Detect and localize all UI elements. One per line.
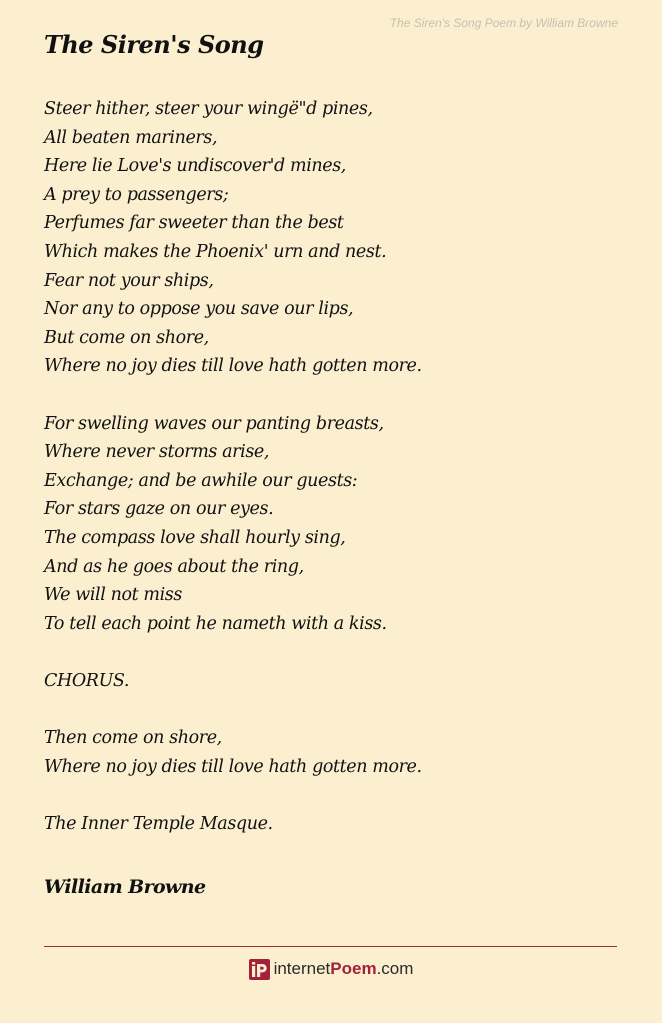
poem-line: Fear not your ships, bbox=[44, 270, 214, 291]
poem-line: Steer hither, steer your wingë"d pines, bbox=[44, 99, 373, 119]
poem-line: Then come on shore, bbox=[44, 728, 222, 749]
poem-line: Where never storms arise, bbox=[44, 442, 270, 463]
site-logo-link[interactable] bbox=[0, 955, 662, 983]
footer-divider bbox=[44, 946, 617, 947]
poem-line: Here lie Love's undiscover'd mines, bbox=[44, 156, 346, 177]
poem-author[interactable]: William Browne bbox=[44, 876, 206, 898]
poem-line: We will not miss bbox=[44, 585, 182, 606]
poem-source: The Inner Temple Masque. bbox=[44, 813, 273, 834]
poem-line: Which makes the Phoenix' urn and nest. bbox=[44, 241, 387, 262]
internetpoem-logo-icon bbox=[249, 959, 270, 980]
stanza-3 bbox=[44, 724, 624, 781]
chorus-label: CHORUS. bbox=[44, 670, 130, 691]
poem-line: And as he goes about the ring, bbox=[44, 556, 304, 577]
brand-text-plain: internet bbox=[273, 959, 331, 978]
stanza-1 bbox=[44, 95, 624, 381]
poem-line: The compass love shall hourly sing, bbox=[44, 527, 346, 548]
poem-line: Where no joy dies till love hath gotten more. bbox=[44, 356, 422, 377]
poem-line: For swelling waves our panting breasts, bbox=[44, 413, 384, 434]
poem-line: To tell each point he nameth with a kiss. bbox=[44, 613, 387, 634]
poem-line: Perfumes far sweeter than the best bbox=[44, 213, 344, 234]
poem-line: A prey to passengers; bbox=[44, 184, 229, 205]
poem-line: All beaten mariners, bbox=[44, 127, 218, 148]
poem-line: Nor any to oppose you save our lips, bbox=[44, 299, 354, 320]
brand-text-bold: Poem bbox=[330, 959, 377, 978]
stanza-source bbox=[44, 810, 624, 839]
poem-line: Exchange; and be awhile our guests: bbox=[44, 470, 358, 491]
poem-line: Where no joy dies till love hath gotten more. bbox=[44, 756, 422, 777]
poem-line: For stars gaze on our eyes. bbox=[44, 499, 274, 520]
poem-line: But come on shore, bbox=[44, 327, 209, 348]
brand-text-suffix: .com bbox=[376, 959, 414, 978]
poem-body bbox=[44, 95, 624, 867]
poem-title: The Siren's Song bbox=[44, 30, 264, 59]
stanza-chorus bbox=[44, 667, 624, 696]
header-credit: The Siren's Song Poem by William Browne bbox=[389, 16, 618, 30]
stanza-2 bbox=[44, 410, 624, 639]
